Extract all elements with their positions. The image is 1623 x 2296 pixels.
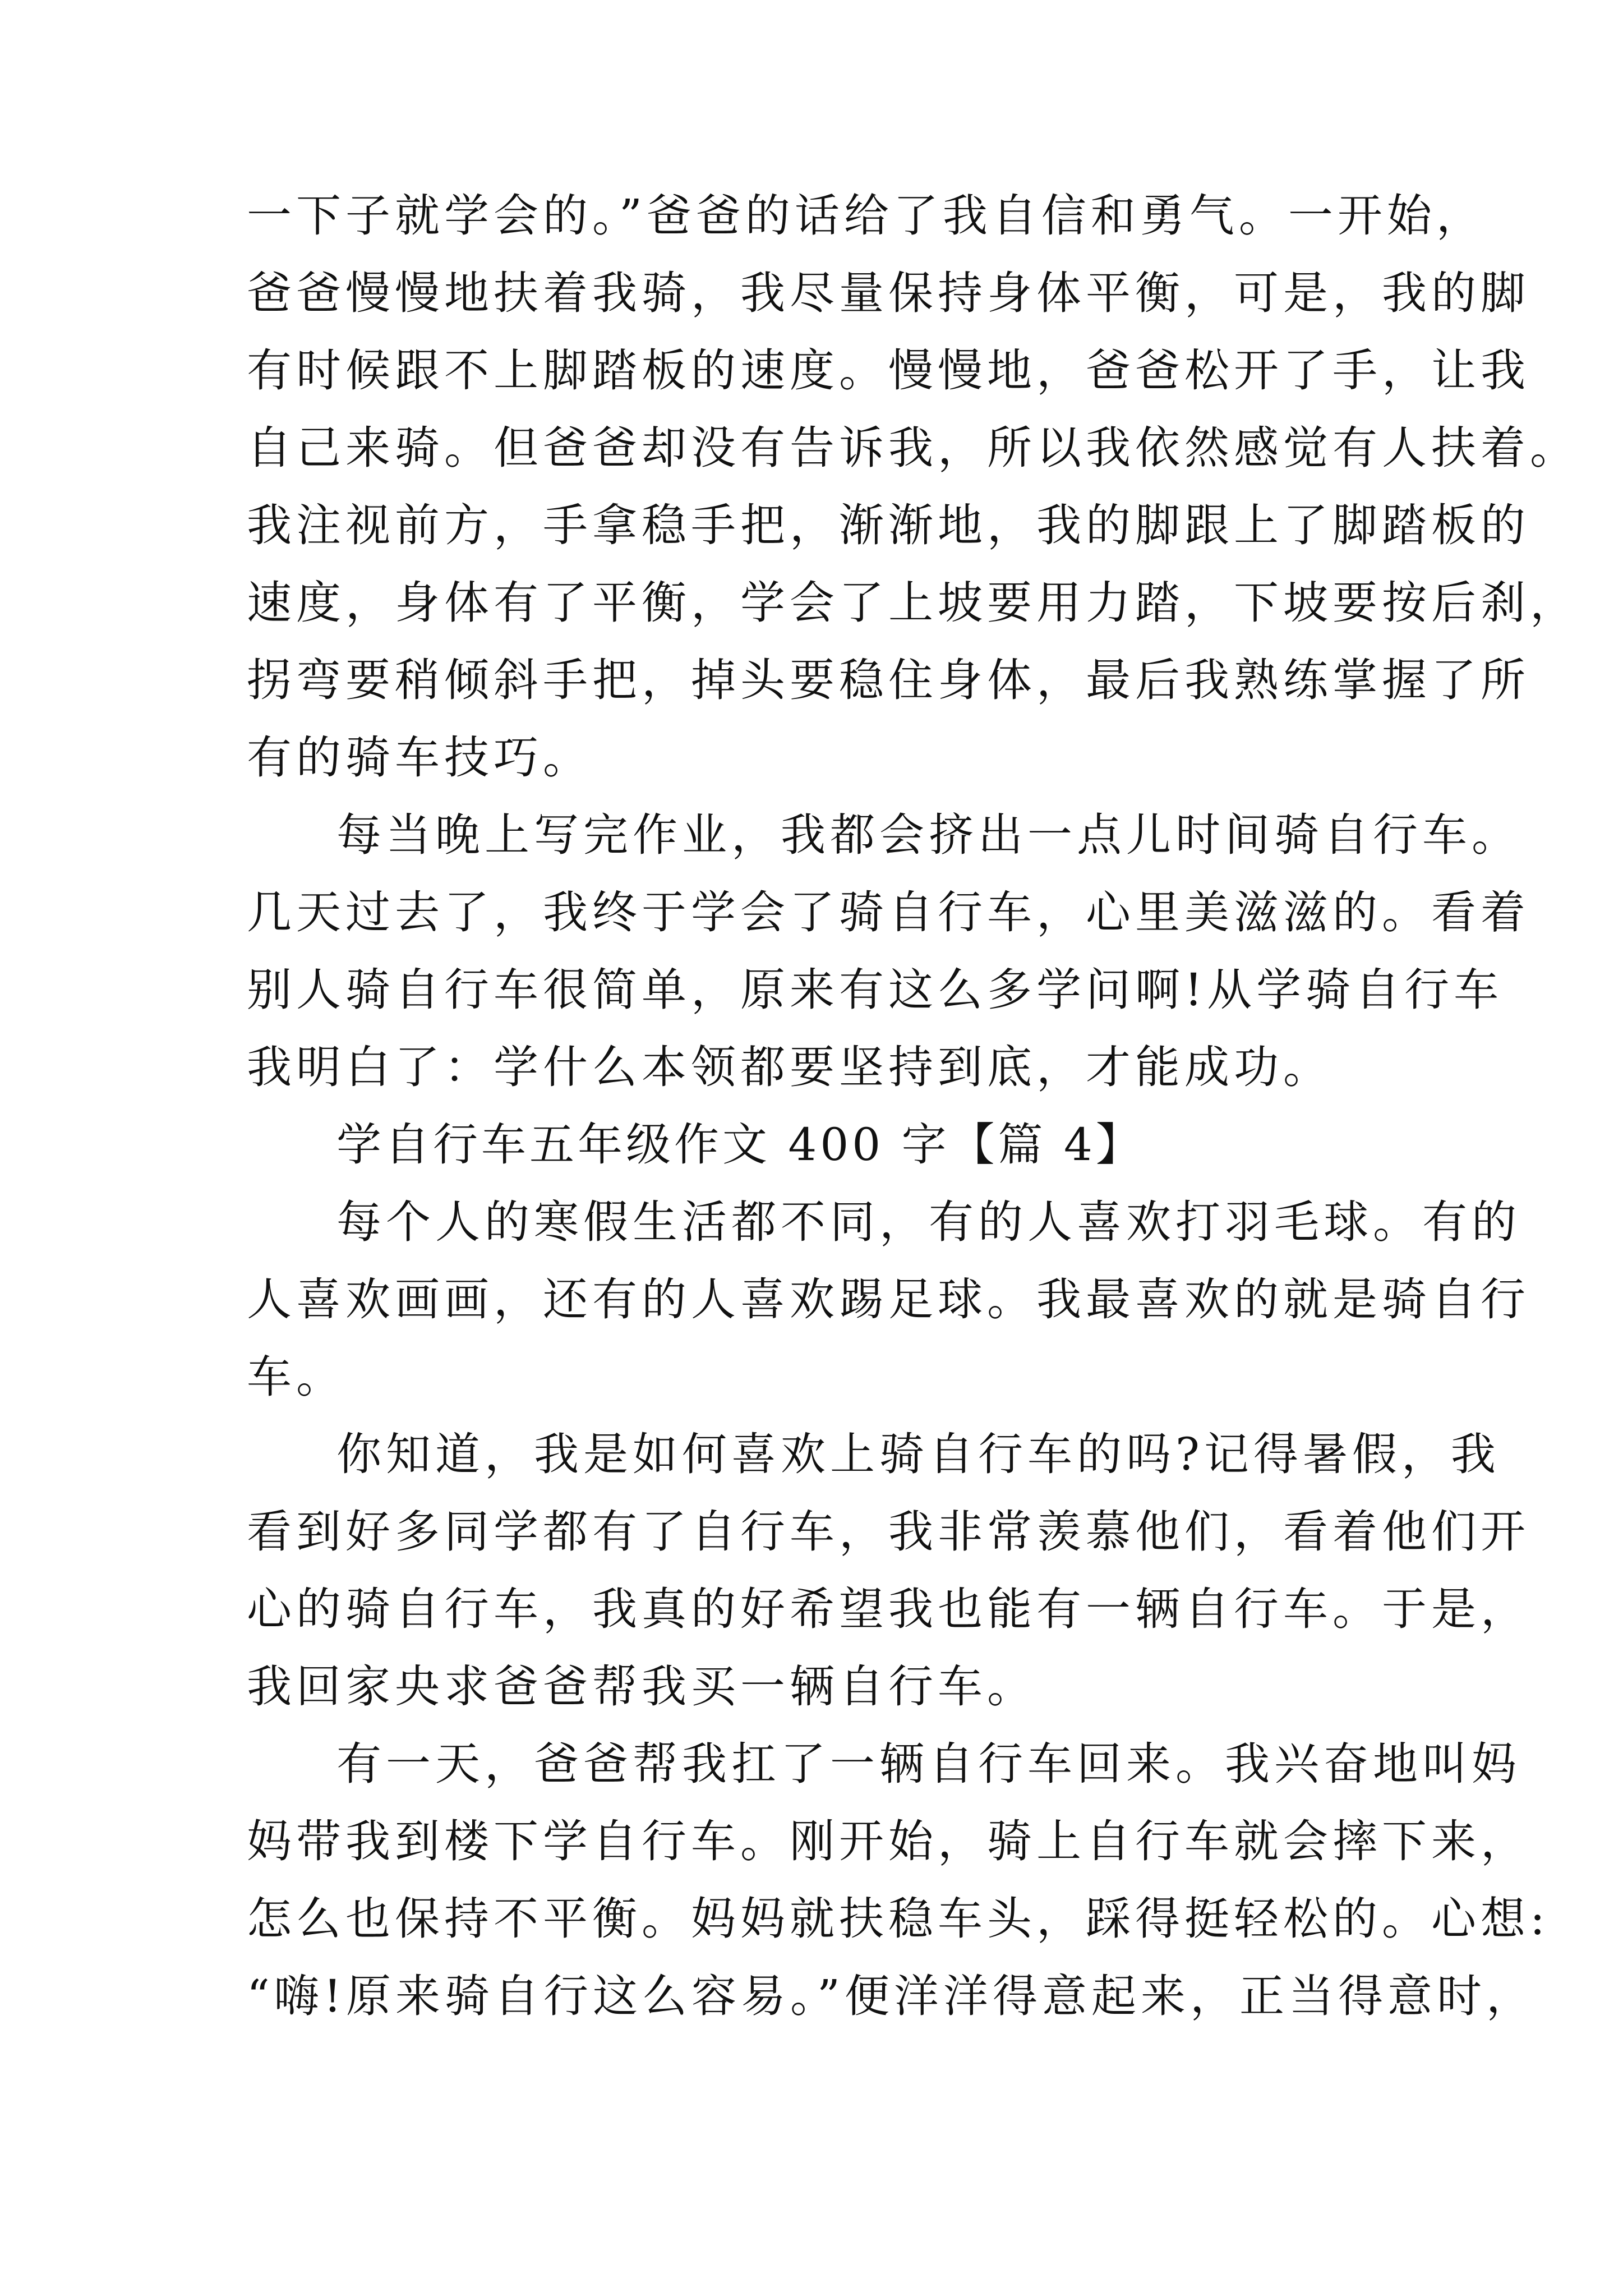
paragraph-line: 有的骑车技巧。 [247,731,592,784]
paragraph-line: 每个人的寒假生活都不同，有的人喜欢打羽毛球。有的 [336,1196,1521,1248]
paragraph-line: 车。 [247,1351,345,1403]
paragraph-line: 爸爸慢慢地扶着我骑，我尽量保持身体平衡，可是，我的脚 [247,267,1530,319]
paragraph-line: 怎么也保持不平衡。妈妈就扶稳车头，踩得挺轻松的。心想: [247,1893,1550,1945]
paragraph-line: 你知道，我是如何喜欢上骑自行车的吗?记得暑假，我 [336,1428,1500,1480]
paragraph-line: 一下子就学会的。”爸爸的话给了我自信和勇气。一开始， [247,190,1486,242]
paragraph-line: 有一天，爸爸帮我扛了一辆自行车回来。我兴奋地叫妈 [336,1738,1521,1790]
paragraph-line: 自己来骑。但爸爸却没有告诉我，所以我依然感觉有人扶着。 [247,422,1579,474]
paragraph-line: 我明白了：学什么本领都要坚持到底，才能成功。 [247,1041,1332,1093]
paragraph-line: 每当晚上写完作业，我都会挤出一点儿时间骑自行车。 [336,809,1521,861]
paragraph-line: 人喜欢画画，还有的人喜欢踢足球。我最喜欢的就是骑自行 [247,1273,1530,1326]
paragraph-line: 我注视前方，手拿稳手把，渐渐地，我的脚跟上了脚踏板的 [247,499,1530,551]
paragraph-line: 速度，身体有了平衡，学会了上坡要用力踏，下坡要按后刹， [247,577,1579,629]
paragraph-line: 几天过去了，我终于学会了骑自行车，心里美滋滋的。看着 [247,886,1530,938]
paragraph-line: “嗨!原来骑自行这么容易。”便洋洋得意起来，正当得意时， [247,1970,1536,2022]
paragraph-line: 别人骑自行车很简单，原来有这么多学问啊!从学骑自行车 [247,964,1504,1016]
paragraph-line: 拐弯要稍倾斜手把，掉头要稳住身体，最后我熟练掌握了所 [247,654,1530,706]
paragraph-line: 有时候跟不上脚踏板的速度。慢慢地，爸爸松开了手，让我 [247,344,1530,397]
section-heading: 学自行车五年级作文 400 字【篇 4】 [336,1119,1144,1171]
paragraph-line: 心的骑自行车，我真的好希望我也能有一辆自行车。于是， [247,1583,1530,1635]
paragraph-line: 妈带我到楼下学自行车。刚开始，骑上自行车就会摔下来， [247,1815,1530,1867]
paragraph-line: 看到好多同学都有了自行车，我非常羡慕他们，看着他们开 [247,1506,1530,1558]
paragraph-line: 我回家央求爸爸帮我买一辆自行车。 [247,1660,1036,1713]
